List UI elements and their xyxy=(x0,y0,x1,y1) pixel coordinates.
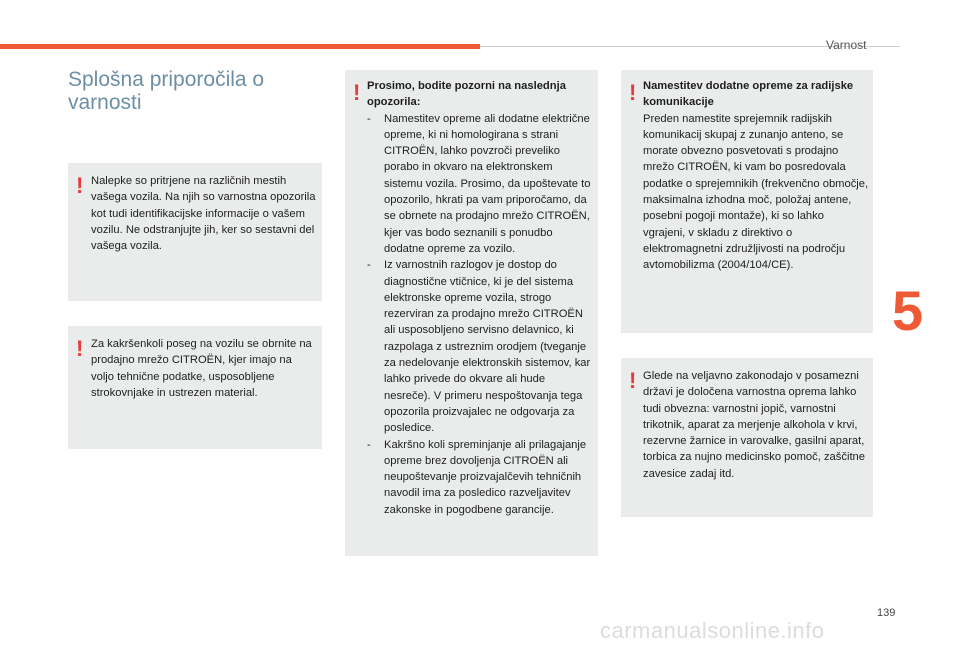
chapter-number: 5 xyxy=(892,279,924,342)
warning-box-notices xyxy=(345,70,598,556)
list-dash: - xyxy=(367,112,371,125)
service-text: Za kakršenkoli poseg na vozilu se obrnite na prodajno mrežo CITROËN, kjer imajo na voljo tehnične podatke, usposobljene strokovnjake in ustrezen material. xyxy=(91,338,312,399)
radio-content xyxy=(643,78,869,274)
list-dash: - xyxy=(367,438,371,451)
warning-icon: ! xyxy=(629,80,637,105)
labels-text: Nalepke so pritrjene na različnih mestih vašega vozila. Na njih so varnostna opozorila kot tudi identifikacijske informacije o vašem vozilu. Ne odstranjujte jih, ker so sestavni del vašega vozila. xyxy=(91,175,316,253)
list-dash: - xyxy=(367,259,371,272)
orange-header-bar xyxy=(0,44,480,49)
warning-icon: ! xyxy=(76,336,84,361)
warning-box-service xyxy=(68,326,322,449)
warning-icon: ! xyxy=(353,80,361,105)
warning-icon: ! xyxy=(76,173,84,198)
watermark: carmanualsonline.info xyxy=(600,618,825,643)
list-item-text: Iz varnostnih razlogov je dostop do diagnostične vtičnice, ki je del sistema elektronske opreme vozila, strogo rezerviran za prodajno mrežo CITROËN ali usposobljeno servisno delavnico, ki razpolaga z ustreznim orodjem (tveganje za nedelovanje elektronskih sistemov, kar lahko privede do okvare ali hude nesreče). V primeru nespoštovanja tega opozorila proizvajalec ne odgovarja za posledice. xyxy=(384,259,591,435)
radio-text: Preden namestite sprejemnik radijskih komunikacij skupaj z zunanjo anteno, se morate obvezno posvetovati s prodajno mrežo CITROËN, ki vam bo posredovala podatke o sprejemnikih (frekvenčno območje, maksimalna izhodna moč, položaj antene, posebni pogoji montaže), ki so lahko vgrajeni, v skladu z direktivo o elektromagnetni združljivosti na področju avtomobilizma (2004/104/CE). xyxy=(643,112,869,272)
page-heading: Splošna priporočila o varnosti xyxy=(68,68,265,114)
notices-content xyxy=(367,78,593,518)
warning-box-equipment xyxy=(621,358,873,517)
notices-title: Prosimo, bodite pozorni na naslednja opozorila: xyxy=(367,80,566,109)
warning-icon: ! xyxy=(629,368,637,393)
list-item-text: Kakršno koli spreminjanje ali prilagajanje opreme brez dovoljenja CITROËN ali neupoštevanje proizvajalčevih tehničnih navodil ima za posledico razveljavitev zakonske in pogodbene garancije. xyxy=(384,438,587,516)
list-item-text: Namestitev opreme ali dodatne električne opreme, ki ni homologirana s strani CITROËN, lahko povzroči preveliko porabo in okvaro na elektronskem sistemu vozila. Prosimo, da upoštevate to opozorilo, hkrati pa vam priporočamo, da se obrnete na prodajno mrežo CITROËN, kjer vas bodo seznanili s ponudbo dodatne opreme za vozilo. xyxy=(384,112,591,255)
list-item xyxy=(367,257,593,436)
list-item xyxy=(367,437,593,518)
warning-box-labels xyxy=(68,163,322,301)
radio-title: Namestitev dodatne opreme za radijske komunikacije xyxy=(643,80,854,109)
list-item xyxy=(367,111,593,258)
page-number: 139 xyxy=(877,607,896,619)
warning-box-radio xyxy=(621,70,873,333)
equipment-text: Glede na veljavno zakonodajo v posamezni državi je določena varnostna oprema lahko tudi obvezna: varnostni jopič, varnostni trikotnik, aparat za merjenje alkohola v krvi, rezervne žarnice in varovalke, gasilni aparat, torbica za nujno medicinsko pomoč, zaščitne zavesice zadaj itd. xyxy=(643,370,865,480)
section-title: Varnost xyxy=(826,38,867,52)
